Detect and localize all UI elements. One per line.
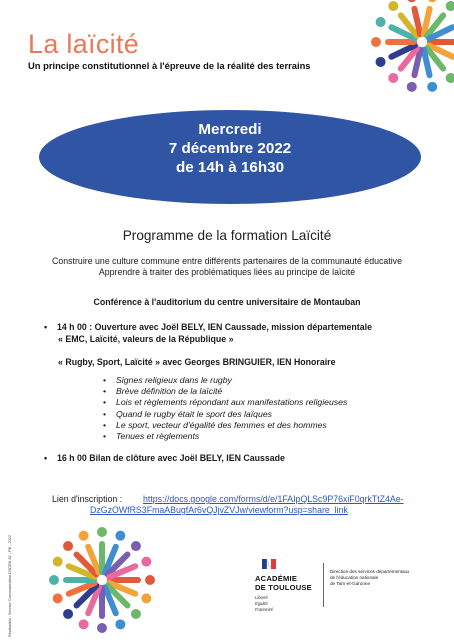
program-intro-line: Construire une culture commune entre différents partenaires de la communauté éducative [52,256,402,266]
list-item: • Quand le rugby était le sport des laïques [103,409,347,420]
figure-head [131,609,141,619]
figure-head [49,575,59,585]
figure-head [427,82,437,92]
program-title: Programme de la formation Laïcité [122,228,332,243]
dsden-line: Direction des services départementaux [330,569,410,574]
list-item: • Brève définition de la laïcité [103,386,347,397]
logo-divider [323,563,324,607]
figure-head [427,0,437,2]
figure-head [407,82,417,92]
figure-head [141,593,151,603]
figure-head [79,619,89,629]
decorative-rosette-top [342,0,454,110]
figure-head [388,73,398,83]
figure-head [131,541,141,551]
decorative-rosette-bottom [40,518,168,636]
figure-head [53,557,63,567]
event-date: 7 décembre 2022 [168,140,292,157]
event-day: Mercredi [198,121,262,138]
schedule-item-closing [44,453,285,463]
conference-location: Conférence à l'auditorium du centre universitaire de Montauban [93,297,361,307]
figure-head [115,531,125,541]
registration-link-continuation[interactable]: DzGzOWfRS3FmaABugfAr6vQJjvZVJw/viewform?usp=share_link [90,505,348,515]
figure-head [376,57,386,67]
topic-list [103,375,347,442]
figure-head [371,37,381,47]
figure-head [376,17,386,27]
figure-head [145,575,155,585]
motto-line: Égalité [255,601,268,606]
figure-head [97,623,107,633]
side-credit: Réalisation : Service Communication DSDEN 82 - PB - 2022 [8,535,12,637]
registration-link[interactable]: https://docs.google.com/forms/d/e/1FAIpQLSc9P76xiF0qrkTtZ4Ae- [143,494,404,504]
program-intro-line: Apprendre à traiter des problématiques liées au principe de laïcité [98,267,356,277]
figure-head [115,619,125,629]
bullet-icon: • [44,453,48,463]
figure-head [388,1,398,11]
page-subtitle: Un principe constitutionnel à l'épreuve de la réalité des terrains [28,60,311,71]
page-title: La laïcité [28,29,140,59]
event-time: de 14h à 16h30 [175,159,285,176]
marianne-logo-icon [262,557,276,571]
academie-name: ACADÉMIE [255,574,298,583]
dsden-line: de l'éducation nationale [330,575,379,580]
figure-head [407,0,417,2]
rugby-session-title: « Rugby, Sport, Laïcité » avec Georges BRINGUIER, IEN Honoraire [58,357,336,367]
figure-head [63,541,73,551]
schedule-item-continuation: « EMC, Laïcité, valeurs de la République » [58,334,234,344]
bullet-icon: • [44,322,48,332]
academie-name: DE TOULOUSE [255,583,312,592]
motto-line: Liberté [255,595,268,600]
list-item: • Le sport, vecteur d'égalité des femmes et des hommes [103,420,347,431]
figure-head [79,531,89,541]
motto-line: Fraternité [255,607,273,612]
schedule-item-text: 16 h 00 Bilan de clôture avec Joël BELY, IEN Caussade [56,453,285,463]
schedule-item-text: 14 h 00 : Ouverture avec Joël BELY, IEN Caussade, mission départementale [56,322,372,332]
figure-head [446,1,454,11]
registration-label: Lien d'inscription : [52,494,123,504]
figure-head [446,73,454,83]
figure-head [141,557,151,567]
list-item: • Signes religieux dans le rugby [103,375,347,386]
list-item: • Tenues et règlements [103,431,347,442]
schedule-item-opening [44,322,372,332]
figure-head [53,593,63,603]
figure-head [63,609,73,619]
figure-head [97,527,107,537]
dsden-line: de Tarn-et-Garonne [330,581,371,586]
list-item: • Lois et règlements répondant aux manifestations religieuses [103,397,347,408]
